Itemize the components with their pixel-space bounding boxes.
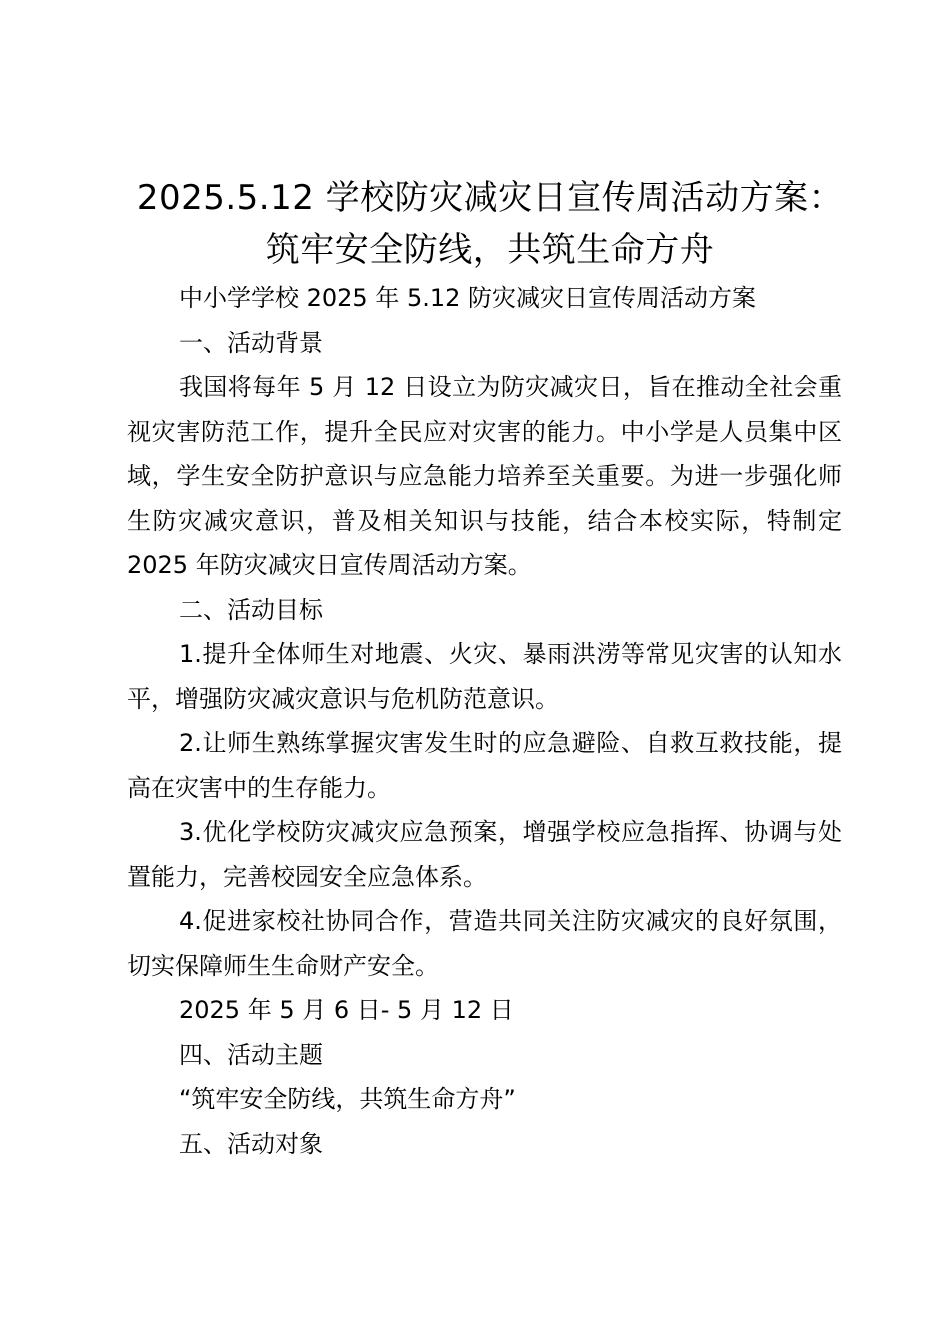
goal-item-4: 4.促进家校社协同合作，营造共同关注防灾减灾的良好氛围，切实保障师生生命财产安全。	[127, 907, 842, 980]
section-heading-audience: 五、活动对象	[179, 1129, 323, 1158]
theme-text: “筑牢安全防线，共筑生命方舟”	[179, 1085, 516, 1113]
title-line-2: 筑牢安全防线，共筑生命方舟	[265, 230, 715, 270]
activity-date: 2025 年 5 月 6 日- 5 月 12 日	[179, 996, 514, 1024]
background-paragraph: 我国将每年 5 月 12 日设立为防灾减灾日，旨在推动全社会重视灾害防范工作，提升全民应对灾害的能力。中小学是人员集中区域，学生安全防护意识与应急能力培养至关重要。为进一步强化师生防灾减灾意识，普及相关知识与技能，结合本校实际，特制定 2025 年防灾减灾日宣传周活动方案。	[127, 373, 842, 579]
goal-item-1: 1.提升全体师生对地震、火灾、暴雨洪涝等常见灾害的认知水平，增强防灾减灾意识与危机防范意识。	[127, 640, 842, 713]
goal-item-2: 2.让师生熟练掌握灾害发生时的应急避险、自救互救技能，提高在灾害中的生存能力。	[127, 729, 842, 802]
subtitle-paragraph: 中小学学校 2025 年 5.12 防灾减灾日宣传周活动方案	[179, 284, 757, 312]
title-line-1: 2025.5.12 学校防灾减灾日宣传周活动方案：	[136, 178, 844, 218]
goal-item-3: 3.优化学校防灾减灾应急预案，增强学校应急指挥、协调与处置能力，完善校园安全应急体系。	[127, 818, 842, 891]
document-body	[127, 276, 842, 1166]
document-title	[100, 172, 880, 276]
section-heading-goals: 二、活动目标	[179, 595, 323, 624]
section-heading-background: 一、活动背景	[179, 328, 323, 357]
section-heading-theme: 四、活动主题	[179, 1040, 323, 1069]
